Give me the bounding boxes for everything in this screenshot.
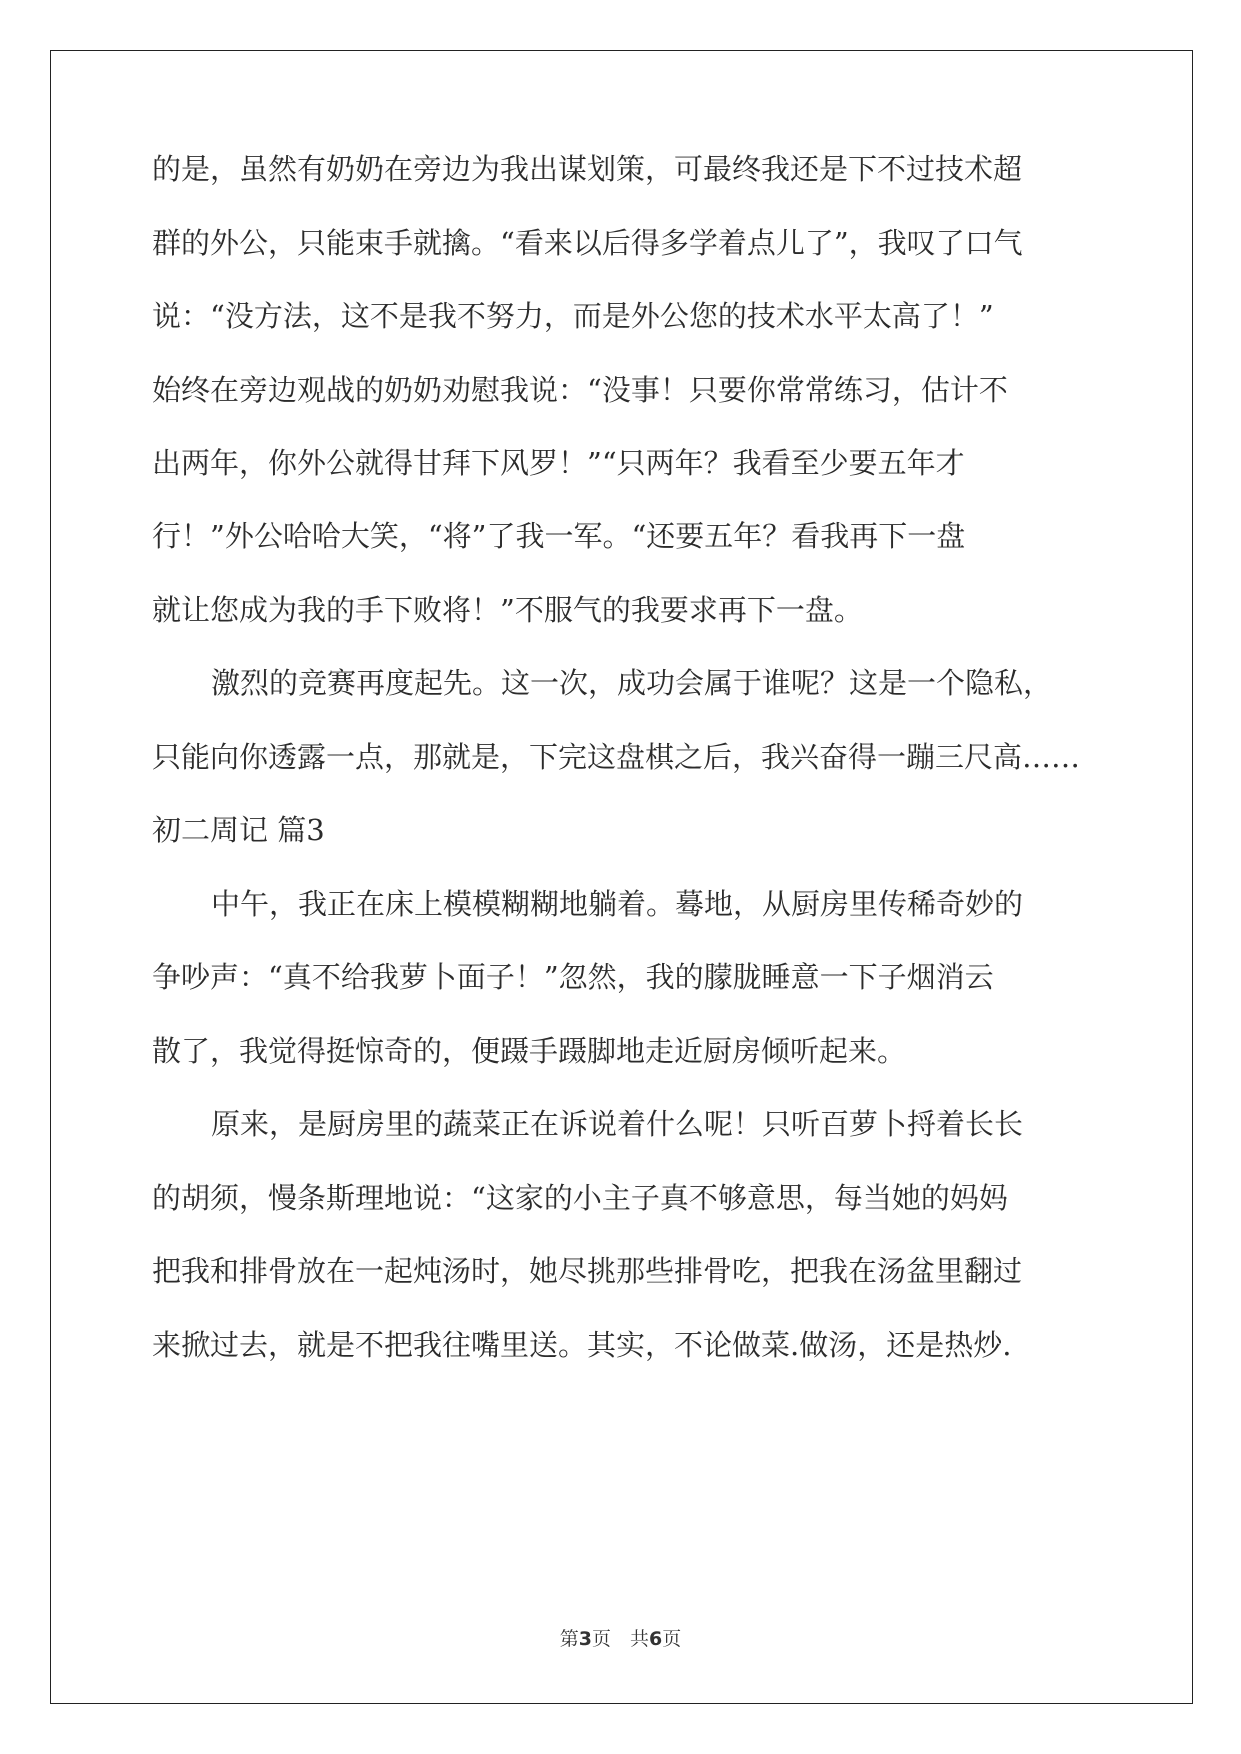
text-line: 来掀过去，就是不把我往嘴里送。其实，不论做菜.做汤，还是热炒. <box>152 1328 1012 1362</box>
text-line: 散了，我觉得挺惊奇的，便蹑手蹑脚地走近厨房倾听起来。 <box>152 1034 907 1068</box>
text-line: 的是，虽然有奶奶在旁边为我出谋划策，可最终我还是下不过技术超 <box>152 152 1023 186</box>
footer-mid: 页 共 <box>591 1628 649 1650</box>
text-line: 只能向你透露一点，那就是，下完这盘棋之后，我兴奋得一蹦三尺高…… <box>152 740 1081 774</box>
text-line: 激烈的竞赛再度起先。这一次，成功会属于谁呢？这是一个隐私， <box>211 666 1053 700</box>
text-line: 就让您成为我的手下败将！”不服气的我要求再下一盘。 <box>152 593 863 627</box>
text-line: 群的外公，只能束手就擒。“看来以后得多学着点儿了”，我叹了口气 <box>152 226 1023 260</box>
text-line: 中午，我正在床上模模糊糊地躺着。蓦地，从厨房里传稀奇妙的 <box>211 887 1024 921</box>
footer-suffix: 页 <box>662 1628 682 1650</box>
text-line: 行！”外公哈哈大笑，“将”了我一军。“还要五年？看我再下一盘 <box>152 519 966 553</box>
footer-page-current: 3 <box>578 1628 592 1650</box>
text-line: 的胡须，慢条斯理地说：“这家的小主子真不够意思，每当她的妈妈 <box>152 1181 1008 1215</box>
text-line: 原来，是厨房里的蔬菜正在诉说着什么呢！只听百萝卜捋着长长 <box>211 1107 1024 1141</box>
text-line: 把我和排骨放在一起炖汤时，她尽挑那些排骨吃，把我在汤盆里翻过 <box>152 1254 1023 1288</box>
page-footer <box>0 1624 1241 1651</box>
footer-page-total: 6 <box>649 1628 663 1650</box>
footer-prefix: 第 <box>559 1628 579 1650</box>
text-line: 始终在旁边观战的奶奶劝慰我说：“没事！只要你常常练习，估计不 <box>152 373 1008 407</box>
section-heading: 初二周记 篇3 <box>152 813 325 847</box>
text-line: 争吵声：“真不给我萝卜面子！”忽然，我的朦胧睡意一下子烟消云 <box>152 960 994 994</box>
text-line: 出两年，你外公就得甘拜下风罗！”“只两年？我看至少要五年才 <box>152 446 965 480</box>
text-line: 说：“没方法，这不是我不努力，而是外公您的技术水平太高了！” <box>152 299 994 333</box>
